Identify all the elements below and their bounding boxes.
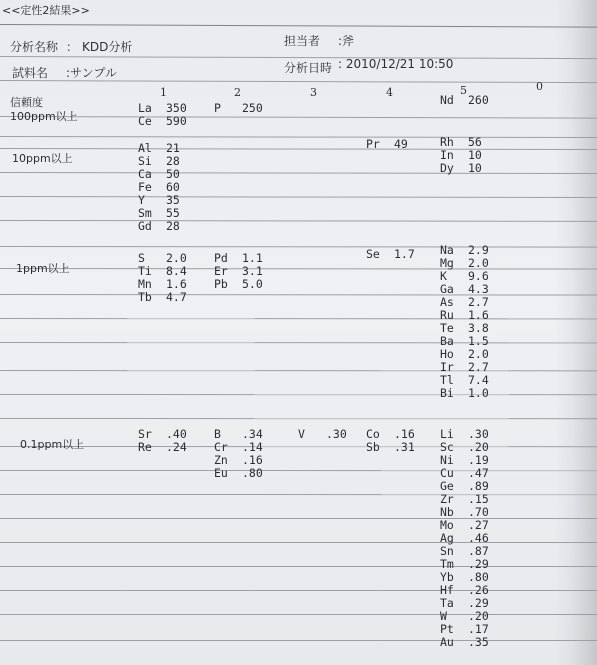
- element-value: .31: [394, 440, 415, 454]
- element-value: 350: [166, 101, 187, 115]
- element-value: 28: [166, 154, 180, 168]
- element-value: 9.6: [468, 269, 489, 283]
- element-value: 1.6: [166, 277, 187, 291]
- element-value: 250: [242, 101, 263, 115]
- element-symbol: Ca: [138, 167, 152, 181]
- element-value: 1.6: [468, 308, 489, 322]
- tier-label-100ppm: 100ppm以上: [10, 110, 78, 123]
- element-value: .26: [468, 583, 489, 597]
- element-symbol: Bi: [440, 386, 454, 400]
- element-symbol: Zn: [214, 453, 228, 467]
- element-symbol: B: [214, 427, 221, 441]
- element-value: .20: [468, 609, 489, 623]
- element-value: 7.4: [468, 373, 489, 387]
- element-value: .17: [468, 622, 489, 636]
- ruled-line: [0, 318, 597, 319]
- table-cell: [366, 138, 408, 151]
- element-symbol: Sb: [366, 440, 380, 454]
- element-symbol: Ga: [440, 282, 454, 296]
- element-value: 10: [468, 161, 482, 175]
- table-cell: [138, 142, 180, 233]
- element-value: .87: [468, 544, 489, 558]
- table-cell: [440, 244, 489, 400]
- element-value: 49: [394, 137, 408, 151]
- element-symbol: Nb: [440, 505, 454, 519]
- element-symbol: Rh: [440, 135, 454, 149]
- element-value: 260: [468, 93, 489, 107]
- element-value: 2.0: [468, 347, 489, 361]
- column-header-4: 4: [386, 86, 393, 99]
- element-symbol: Sr: [138, 427, 152, 441]
- element-value: .16: [242, 453, 263, 467]
- element-value: 56: [468, 135, 482, 149]
- element-value: .30: [326, 427, 347, 441]
- element-symbol: Ru: [440, 308, 454, 322]
- element-entry: [440, 94, 489, 107]
- ruled-line: [0, 148, 597, 150]
- element-symbol: Nd: [440, 93, 454, 107]
- ruled-line: [0, 246, 597, 248]
- element-symbol: Se: [366, 247, 380, 261]
- element-value: .46: [468, 531, 489, 545]
- analysis-date-label: 分析日時: [284, 61, 333, 75]
- element-value: 55: [166, 206, 180, 220]
- ruled-line: [0, 566, 597, 567]
- element-value: 5.0: [242, 277, 263, 291]
- element-symbol: Cu: [440, 466, 454, 480]
- element-value: .40: [166, 427, 187, 441]
- element-value: 2.0: [468, 256, 489, 270]
- element-symbol: Re: [138, 440, 152, 454]
- element-value: 2.9: [468, 243, 489, 257]
- element-symbol: V: [298, 427, 305, 441]
- ruled-line: [0, 518, 597, 519]
- element-symbol: Tb: [138, 290, 152, 304]
- element-value: 1.7: [394, 247, 415, 261]
- element-value: 3.8: [468, 321, 489, 335]
- element-symbol: Er: [214, 264, 228, 278]
- element-symbol: La: [138, 101, 152, 115]
- ruled-line: [0, 494, 597, 495]
- element-value: 10: [468, 148, 482, 162]
- element-value: .34: [242, 427, 263, 441]
- element-entry: [138, 441, 187, 454]
- column-header-1: 1: [160, 86, 167, 99]
- table-cell: [138, 252, 187, 304]
- element-symbol: Ni: [440, 453, 454, 467]
- element-value: .14: [242, 440, 263, 454]
- table-cell: [138, 428, 187, 454]
- element-symbol: Yb: [440, 570, 454, 584]
- element-value: 1.0: [468, 386, 489, 400]
- element-symbol: Tm: [440, 557, 454, 571]
- element-symbol: Fe: [138, 180, 152, 194]
- ruled-line: [0, 24, 597, 28]
- element-symbol: Pr: [366, 137, 380, 151]
- element-value: .27: [468, 518, 489, 532]
- element-symbol: Sn: [440, 544, 454, 558]
- element-value: .15: [468, 492, 489, 506]
- element-symbol: Al: [138, 141, 152, 155]
- element-entry: [440, 636, 489, 649]
- element-entry: [298, 428, 347, 441]
- element-symbol: Eu: [214, 466, 228, 480]
- element-value: 50: [166, 167, 180, 181]
- column-header-0: 0: [536, 80, 543, 93]
- ruled-line: [0, 342, 597, 343]
- element-symbol: Au: [440, 635, 454, 649]
- analysis-name-label: 分析名称: [10, 40, 59, 54]
- element-entry: [366, 138, 408, 151]
- ruled-line: [0, 614, 597, 615]
- ruled-line: [0, 418, 597, 419]
- element-symbol: Ba: [440, 334, 454, 348]
- ruled-line: [0, 268, 597, 270]
- element-symbol: Co: [366, 427, 380, 441]
- element-value: .47: [468, 466, 489, 480]
- element-symbol: Mg: [440, 256, 454, 270]
- element-value: .80: [468, 570, 489, 584]
- element-value: 8.4: [166, 264, 187, 278]
- element-symbol: S: [138, 251, 145, 265]
- element-value: 2.0: [166, 251, 187, 265]
- element-value: 4.3: [468, 282, 489, 296]
- tier-label-1ppm: 1ppm以上: [16, 262, 70, 275]
- element-value: .29: [468, 596, 489, 610]
- element-symbol: Ir: [440, 360, 454, 374]
- element-symbol: Ge: [440, 479, 454, 493]
- element-entry: [214, 102, 263, 115]
- element-value: .30: [468, 427, 489, 441]
- element-symbol: Gd: [138, 219, 152, 233]
- tier-label-10ppm: 10ppm以上: [12, 152, 73, 165]
- element-value: 3.1: [242, 264, 263, 278]
- tier-label-0_1ppm: 0.1ppm以上: [20, 438, 85, 451]
- element-symbol: Hf: [440, 583, 454, 597]
- column-header-3: 3: [310, 86, 317, 99]
- element-value: 35: [166, 193, 180, 207]
- element-symbol: Tl: [440, 373, 454, 387]
- table-cell: [214, 252, 263, 291]
- table-cell: [214, 102, 263, 115]
- element-symbol: Na: [440, 243, 454, 257]
- element-symbol: Y: [138, 193, 145, 207]
- element-symbol: Dy: [440, 161, 454, 175]
- element-value: .80: [242, 466, 263, 480]
- element-value: .70: [468, 505, 489, 519]
- analysis-name-value: KDD分析: [82, 40, 133, 54]
- element-symbol: Mo: [440, 518, 454, 532]
- element-symbol: Ag: [440, 531, 454, 545]
- element-value: 4.7: [166, 290, 187, 304]
- element-value: 1.1: [242, 251, 263, 265]
- element-symbol: Ho: [440, 347, 454, 361]
- ruled-line: [0, 446, 597, 447]
- element-value: 21: [166, 141, 180, 155]
- operator-label: 担当者: [284, 34, 321, 48]
- table-cell: [214, 428, 263, 480]
- table-cell: [440, 136, 482, 175]
- element-value: .89: [468, 479, 489, 493]
- table-cell: [440, 428, 489, 649]
- table-cell: [298, 428, 347, 441]
- element-symbol: Ta: [440, 596, 454, 610]
- element-value: 1.5: [468, 334, 489, 348]
- element-entry: [138, 220, 180, 233]
- element-symbol: Pd: [214, 251, 228, 265]
- ruled-line: [0, 542, 597, 543]
- element-value: 2.7: [468, 295, 489, 309]
- element-entry: [138, 115, 187, 128]
- element-value: 2.7: [468, 360, 489, 374]
- element-entry: [366, 441, 415, 454]
- ruled-line: [0, 394, 597, 395]
- element-value: .20: [468, 440, 489, 454]
- element-symbol: Cr: [214, 440, 228, 454]
- element-entry: [138, 291, 187, 304]
- element-symbol: Ce: [138, 114, 152, 128]
- element-entry: [214, 278, 263, 291]
- element-value: .19: [468, 453, 489, 467]
- operator-value: :斧: [338, 34, 355, 48]
- element-symbol: K: [440, 269, 447, 283]
- element-entry: [440, 387, 489, 400]
- ruled-line: [0, 294, 597, 296]
- element-value: 590: [166, 114, 187, 128]
- element-value: 60: [166, 180, 180, 194]
- ruled-line: [0, 470, 597, 471]
- analysis-date-value: : 2010/12/21 10:50: [338, 57, 454, 71]
- colon: ：: [66, 40, 79, 54]
- ruled-line: [0, 640, 597, 641]
- element-value: 28: [166, 219, 180, 233]
- element-symbol: Pb: [214, 277, 228, 291]
- element-entry: [440, 162, 482, 175]
- sample-name-label: 試料名: [12, 66, 49, 80]
- element-symbol: Te: [440, 321, 454, 335]
- element-value: .16: [394, 427, 415, 441]
- ruled-line: [0, 220, 597, 222]
- ruled-line: [0, 196, 597, 198]
- table-cell: [138, 102, 187, 128]
- ruled-line: [0, 590, 597, 591]
- element-symbol: In: [440, 148, 454, 162]
- element-entry: [214, 467, 263, 480]
- element-entry: [366, 248, 415, 261]
- element-symbol: Li: [440, 427, 454, 441]
- column-header-2: 2: [234, 86, 241, 99]
- element-symbol: As: [440, 295, 454, 309]
- sample-name-value: :サンプル: [66, 66, 117, 80]
- element-value: .29: [468, 557, 489, 571]
- table-cell: [366, 428, 415, 454]
- element-value: .35: [468, 635, 489, 649]
- element-symbol: Ti: [138, 264, 152, 278]
- element-symbol: Si: [138, 154, 152, 168]
- element-symbol: P: [214, 101, 221, 115]
- element-symbol: Sm: [138, 206, 152, 220]
- ruled-line: [0, 370, 597, 371]
- reliability-label: 信頼度: [10, 96, 43, 109]
- table-cell: [440, 94, 489, 107]
- page-title: <<定性2結果>>: [2, 4, 90, 17]
- element-symbol: Sc: [440, 440, 454, 454]
- element-symbol: W: [440, 609, 447, 623]
- element-symbol: Pt: [440, 622, 454, 636]
- table-cell: [366, 248, 415, 261]
- element-symbol: Mn: [138, 277, 152, 291]
- column-header-5: 5: [460, 84, 467, 97]
- element-symbol: Zr: [440, 492, 454, 506]
- ruled-line: [0, 116, 597, 119]
- ruled-line: [0, 172, 597, 174]
- ruled-line: [0, 136, 597, 138]
- element-value: .24: [166, 440, 187, 454]
